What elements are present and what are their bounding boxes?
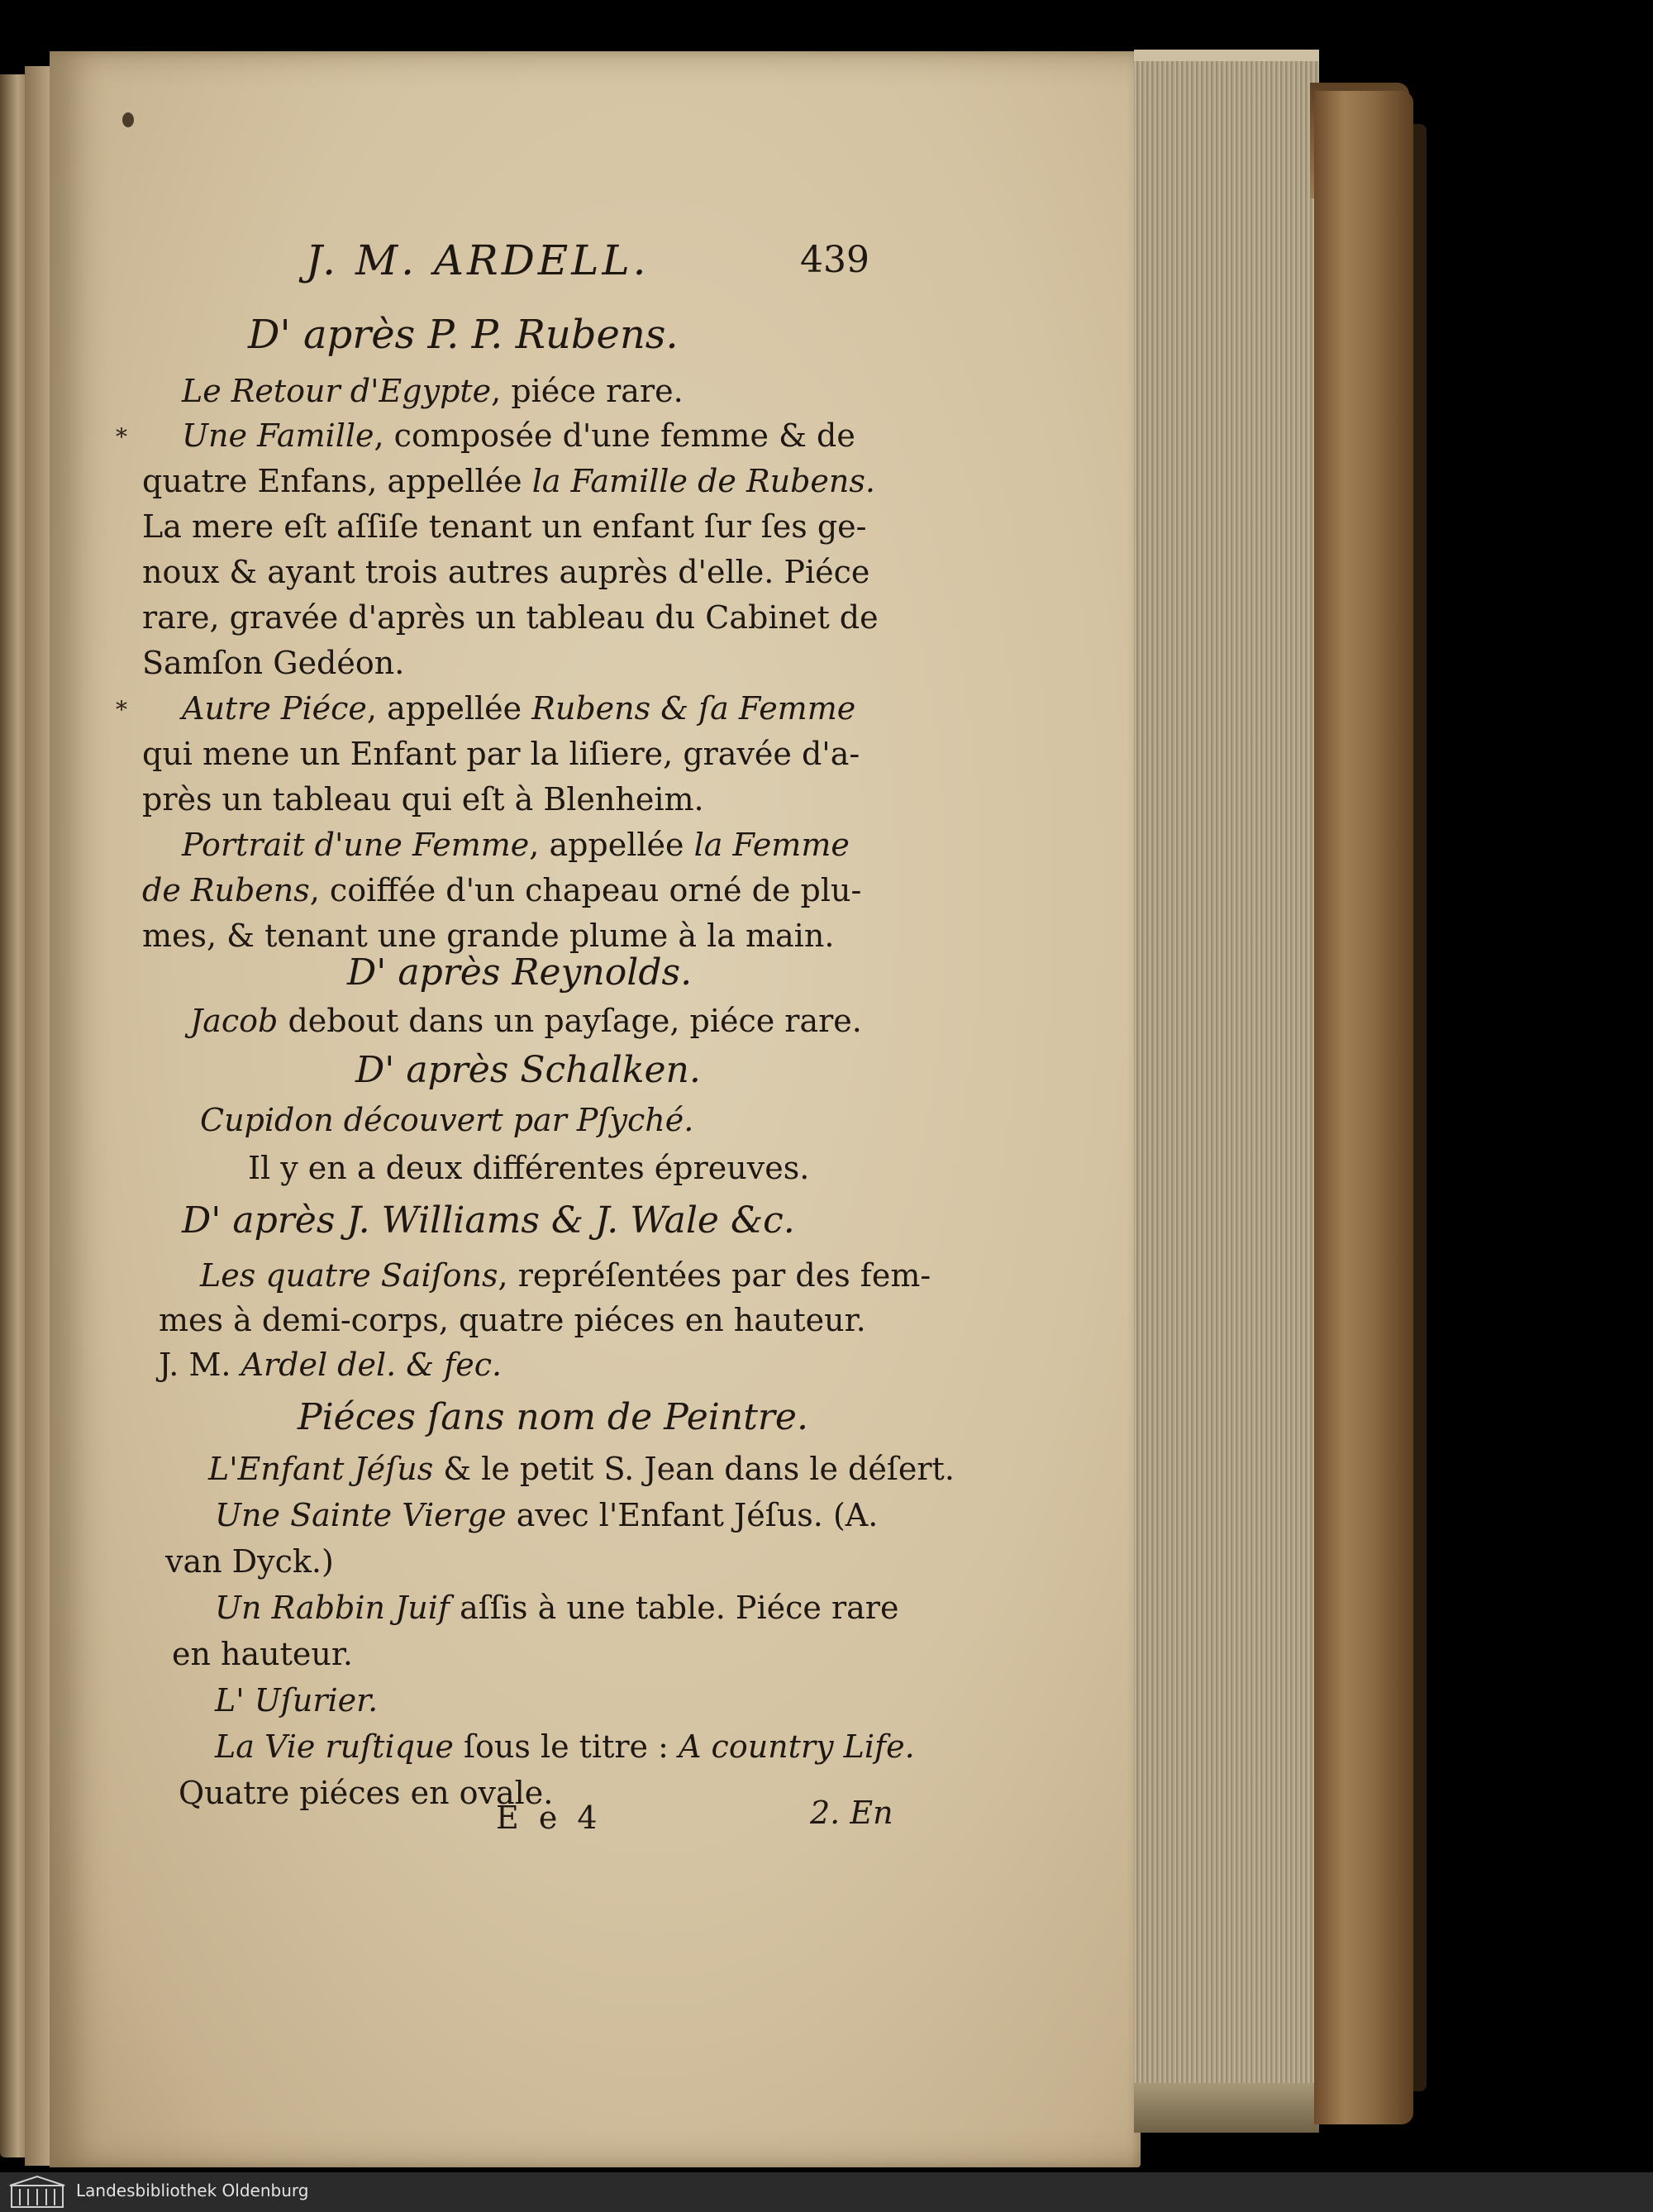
entry-line: Portrait d'une Femme, appellée la Femme xyxy=(182,827,850,863)
leather-cover xyxy=(1314,91,1413,2124)
entry-line: Il y en a deux différentes épreuves. xyxy=(248,1150,810,1186)
entry-line: qui mene un Enfant par la liſiere, gravée d'a- xyxy=(142,736,860,772)
entry-line: Les quatre Saiſons, repréſentées par des fem- xyxy=(200,1257,931,1294)
signature-mark: E e 4 xyxy=(496,1800,603,1836)
entry-line: van Dyck.) xyxy=(165,1543,334,1580)
entry-line: Jacob debout dans un payſage, piéce rare. xyxy=(190,1003,862,1039)
entry-line: noux & ayant trois autres auprès d'elle. Piéce xyxy=(142,554,870,590)
section-heading: D' après Reynolds. xyxy=(347,951,693,994)
asterisk-mark: * xyxy=(116,423,127,451)
library-name: Landesbibliothek Oldenburg xyxy=(76,2181,309,2200)
page-block-bottom xyxy=(1134,2083,1319,2133)
running-title: J. M. ARDELL. xyxy=(306,236,650,284)
page-block-edges xyxy=(1134,50,1319,2128)
asterisk-mark: * xyxy=(116,696,127,723)
entry-line: Un Rabbin Juif aſſis à une table. Piéce rare xyxy=(215,1590,899,1626)
entry-line: Une Famille, composée d'une femme & de xyxy=(182,417,855,454)
entry-line: mes à demi-corps, quatre piéces en hauteur. xyxy=(159,1302,866,1338)
entry-line: mes, & tenant une grande plume à la main. xyxy=(142,918,835,954)
entry-line: L'Enfant Jéſus & le petit S. Jean dans le déſert. xyxy=(208,1451,955,1487)
section-heading: D' après Schalken. xyxy=(355,1049,701,1091)
page-number: 439 xyxy=(800,239,869,281)
entry-line: rare, gravée d'après un tableau du Cabinet de xyxy=(142,599,879,636)
entry-line: de Rubens, coiffée d'un chapeau orné de plu- xyxy=(142,872,862,908)
entry-line: Samſon Gedéon. xyxy=(142,645,405,681)
entry-line: Une Sainte Vierge avec l'Enfant Jéſus. (A. xyxy=(215,1497,879,1533)
entry-line: J. M. Ardel del. & fec. xyxy=(159,1347,503,1383)
section-heading: D' après J. Williams & J. Wale &c. xyxy=(182,1199,795,1242)
entry-line: près un tableau qui eſt à Blenheim. xyxy=(142,781,704,818)
catchword: 2. En xyxy=(810,1795,893,1831)
entry-line: Cupidon découvert par Pſyché. xyxy=(200,1102,694,1138)
entry-line: La mere eſt aſſiſe tenant un enfant ſur ſes ge- xyxy=(142,508,867,545)
page-text xyxy=(50,0,1141,2212)
entry-line: en hauteur. xyxy=(172,1636,353,1672)
library-building-icon xyxy=(8,2174,66,2210)
entry-line: La Vie ruſtique ſous le titre : A country Life. xyxy=(215,1728,915,1765)
cover-edge xyxy=(1413,124,1427,2091)
entry-line: Le Retour d'Egypte, piéce rare. xyxy=(182,373,684,409)
section-heading: D' après P. P. Rubens. xyxy=(248,312,679,358)
entry-line: quatre Enfans, appellée la Famille de Rubens. xyxy=(142,463,875,499)
entry-line: Autre Piéce, appellée Rubens & ſa Femme xyxy=(182,690,856,727)
section-heading: Piéces ſans nom de Peintre. xyxy=(298,1396,808,1438)
entry-line: Quatre piéces en ovale. xyxy=(179,1775,554,1811)
entry-line: L' Uſurier. xyxy=(215,1682,379,1719)
